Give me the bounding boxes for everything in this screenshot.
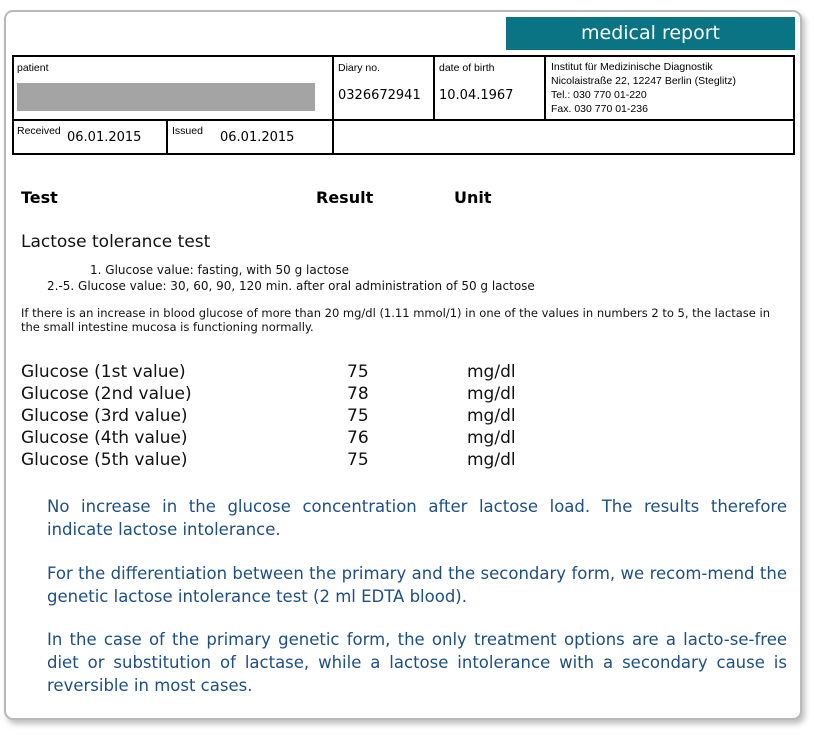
diary-value: 0326672941 bbox=[338, 88, 421, 103]
test-step: 2.-5. Glucose value: 30, 60, 90, 120 min. after oral administration of 50 g lactose bbox=[47, 279, 535, 293]
patient-name-redaction bbox=[17, 83, 315, 111]
patient-label: patient bbox=[17, 62, 49, 74]
column-result-heading: Result bbox=[316, 188, 374, 207]
table-row bbox=[21, 450, 581, 472]
row-test: Glucose (1st value) bbox=[21, 362, 186, 382]
row-result: 78 bbox=[347, 384, 369, 404]
table-row bbox=[21, 406, 581, 428]
header-divider-patient bbox=[332, 55, 334, 155]
row-result: 75 bbox=[347, 406, 369, 426]
interpretation-paragraph: No increase in the glucose concentration after lactose load. The results therefore indicate lactose intolerance. bbox=[47, 497, 787, 539]
issued-value: 06.01.2015 bbox=[220, 130, 295, 145]
table-row bbox=[21, 384, 581, 406]
header-divider-diary bbox=[433, 55, 435, 121]
institute-street: Nicolaistraße 22, 12247 Berlin (Steglitz) bbox=[551, 75, 737, 87]
test-steps bbox=[47, 262, 535, 294]
institute-fax: Fax. 030 770 01-236 bbox=[551, 103, 648, 115]
row-unit: mg/dl bbox=[467, 428, 516, 448]
institute-phone: Tel.: 030 770 01-220 bbox=[551, 89, 647, 101]
institute-address bbox=[551, 60, 736, 116]
received-label: Received bbox=[17, 125, 61, 137]
header-divider-received bbox=[166, 119, 168, 155]
dob-label: date of birth bbox=[439, 62, 495, 74]
diary-label: Diary no. bbox=[338, 62, 381, 74]
test-note: If there is an increase in blood glucose of more than 20 mg/dl (1.11 mmol/1) in one of the values in numbers 2 to 5, the lactase in the small intestine mucosa is functioning normally. bbox=[21, 306, 771, 334]
row-test: Glucose (3rd value) bbox=[21, 406, 188, 426]
row-unit: mg/dl bbox=[467, 450, 516, 470]
table-row bbox=[21, 362, 581, 384]
row-test: Glucose (4th value) bbox=[21, 428, 188, 448]
institute-name: Institut für Medizinische Diagnostik bbox=[551, 61, 713, 73]
test-step: 1. Glucose value: fasting, with 50 g lactose bbox=[90, 263, 350, 277]
received-value: 06.01.2015 bbox=[67, 130, 142, 145]
row-unit: mg/dl bbox=[467, 406, 516, 426]
issued-label: Issued bbox=[172, 125, 203, 137]
row-unit: mg/dl bbox=[467, 362, 516, 382]
results-table bbox=[21, 362, 581, 472]
row-test: Glucose (2nd value) bbox=[21, 384, 192, 404]
row-result: 75 bbox=[347, 450, 369, 470]
row-unit: mg/dl bbox=[467, 384, 516, 404]
header-divider-row bbox=[12, 119, 795, 121]
dob-value: 10.04.1967 bbox=[439, 88, 514, 103]
row-result: 76 bbox=[347, 428, 369, 448]
column-test-heading: Test bbox=[21, 188, 58, 207]
column-unit-heading: Unit bbox=[454, 188, 492, 207]
header-divider-dob bbox=[544, 55, 546, 121]
report-title: medical report bbox=[506, 17, 795, 50]
test-name: Lactose tolerance test bbox=[21, 232, 211, 252]
interpretation-paragraph: In the case of the primary genetic form, the only treatment options are a lacto-se-free diet or substitution of lactase, while a lactose intolerance with a secondary cause is reversible in most cases. bbox=[47, 630, 787, 695]
interpretation-paragraph: For the differentiation between the primary and the secondary form, we recom-mend the genetic lactose intolerance test (2 ml EDTA blood). bbox=[47, 564, 787, 606]
table-row bbox=[21, 428, 581, 450]
row-test: Glucose (5th value) bbox=[21, 450, 188, 470]
row-result: 75 bbox=[347, 362, 369, 382]
